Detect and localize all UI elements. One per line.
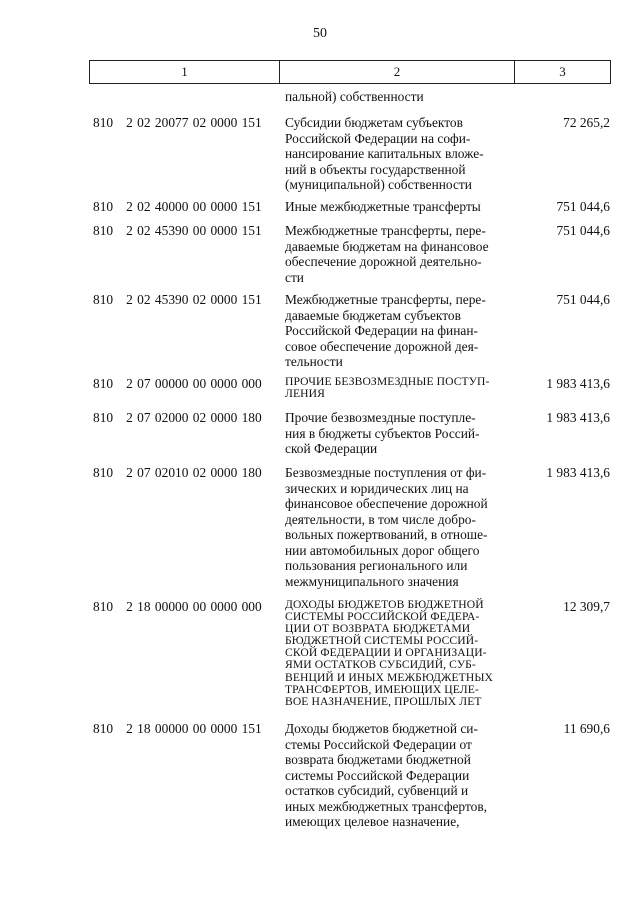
row-code: 810 2 02 45390 02 0000 151 xyxy=(93,292,262,307)
column-header-1: 1 xyxy=(90,61,280,83)
row-amount: 12 309,7 xyxy=(563,599,610,614)
table-header xyxy=(89,60,611,84)
row-amount: 72 265,2 xyxy=(563,115,610,130)
row-amount: 1 983 413,6 xyxy=(546,376,610,391)
row-description: Прочие безвозмездные поступле- ния в бюджеты субъектов Россий- ской Федерации xyxy=(285,410,480,456)
row-amount: 1 983 413,6 xyxy=(546,465,610,480)
row-code: 810 2 02 45390 00 0000 151 xyxy=(93,223,262,238)
row-code: 810 2 02 20077 02 0000 151 xyxy=(93,115,262,130)
row-code: 810 2 18 00000 00 0000 000 xyxy=(93,599,262,614)
row-code: 810 2 07 02010 02 0000 180 xyxy=(93,465,262,480)
row-amount: 11 690,6 xyxy=(563,721,610,736)
row-amount: 751 044,6 xyxy=(556,223,610,238)
row-description: Доходы бюджетов бюджетной си- стемы Российской Федерации от возврата бюджетами бюджетной системы Российской Федерации остатков субсидий, субвенций и иных межбюджетных трансфертов, имеющих целевое назначение, xyxy=(285,721,487,829)
row-description: Безвозмездные поступления от фи- зических и юридических лиц на финансовое обеспечение дорожной деятельности, в том числе добро- вольных пожертвований, в отноше- нии автомобильных дорог общего пользования регионального или межмуниципального значения xyxy=(285,465,488,589)
row-code: 810 2 18 00000 00 0000 151 xyxy=(93,721,262,736)
page-number: 50 xyxy=(313,26,327,41)
row-description: Межбюджетные трансферты, пере- даваемые бюджетам субъектов Российской Федерации на финан- совое обеспечение дорожной дея- тельности xyxy=(285,292,486,369)
column-header-3: 3 xyxy=(559,64,566,79)
column-header-2: 2 xyxy=(280,61,515,83)
row-amount: 751 044,6 xyxy=(556,292,610,307)
row-description: Иные межбюджетные трансферты xyxy=(285,199,481,214)
row-code: 810 2 02 40000 00 0000 151 xyxy=(93,199,262,214)
row-amount: 751 044,6 xyxy=(556,199,610,214)
row-description: ПРОЧИЕ БЕЗВОЗМЕЗДНЫЕ ПОСТУП- ЛЕНИЯ xyxy=(285,375,490,401)
row-description: Субсидии бюджетам субъектов Российской Федерации на софи- нансирование капитальных вложе- ний в объекты государственной (муниципальной) собственности xyxy=(285,115,484,192)
row-code: 810 2 07 02000 02 0000 180 xyxy=(93,410,262,425)
row-amount: 1 983 413,6 xyxy=(546,410,610,425)
row-description: ДОХОДЫ БЮДЖЕТОВ БЮДЖЕТНОЙ СИСТЕМЫ РОССИЙСКОЙ ФЕДЕРА- ЦИИ ОТ ВОЗВРАТА БЮДЖЕТАМИ БЮДЖЕТНОЙ СИСТЕМЫ РОССИЙ- СКОЙ ФЕДЕРАЦИИ И ОРГАНИЗАЦИ- ЯМИ ОСТАТКОВ СУБСИДИЙ, СУБ- ВЕНЦИЙ И ИНЫХ МЕЖБЮДЖЕТНЫХ ТРАНСФЕРТОВ, ИМЕЮЩИХ ЦЕЛЕ- ВОЕ НАЗНАЧЕНИЕ, ПРОШЛЫХ ЛЕТ xyxy=(285,598,493,708)
row-description: Межбюджетные трансферты, пере- даваемые бюджетам на финансовое обеспечение дорожной деятельно- сти xyxy=(285,223,489,285)
continuation-text: пальной) собственности xyxy=(285,89,424,104)
row-code: 810 2 07 00000 00 0000 000 xyxy=(93,376,262,391)
